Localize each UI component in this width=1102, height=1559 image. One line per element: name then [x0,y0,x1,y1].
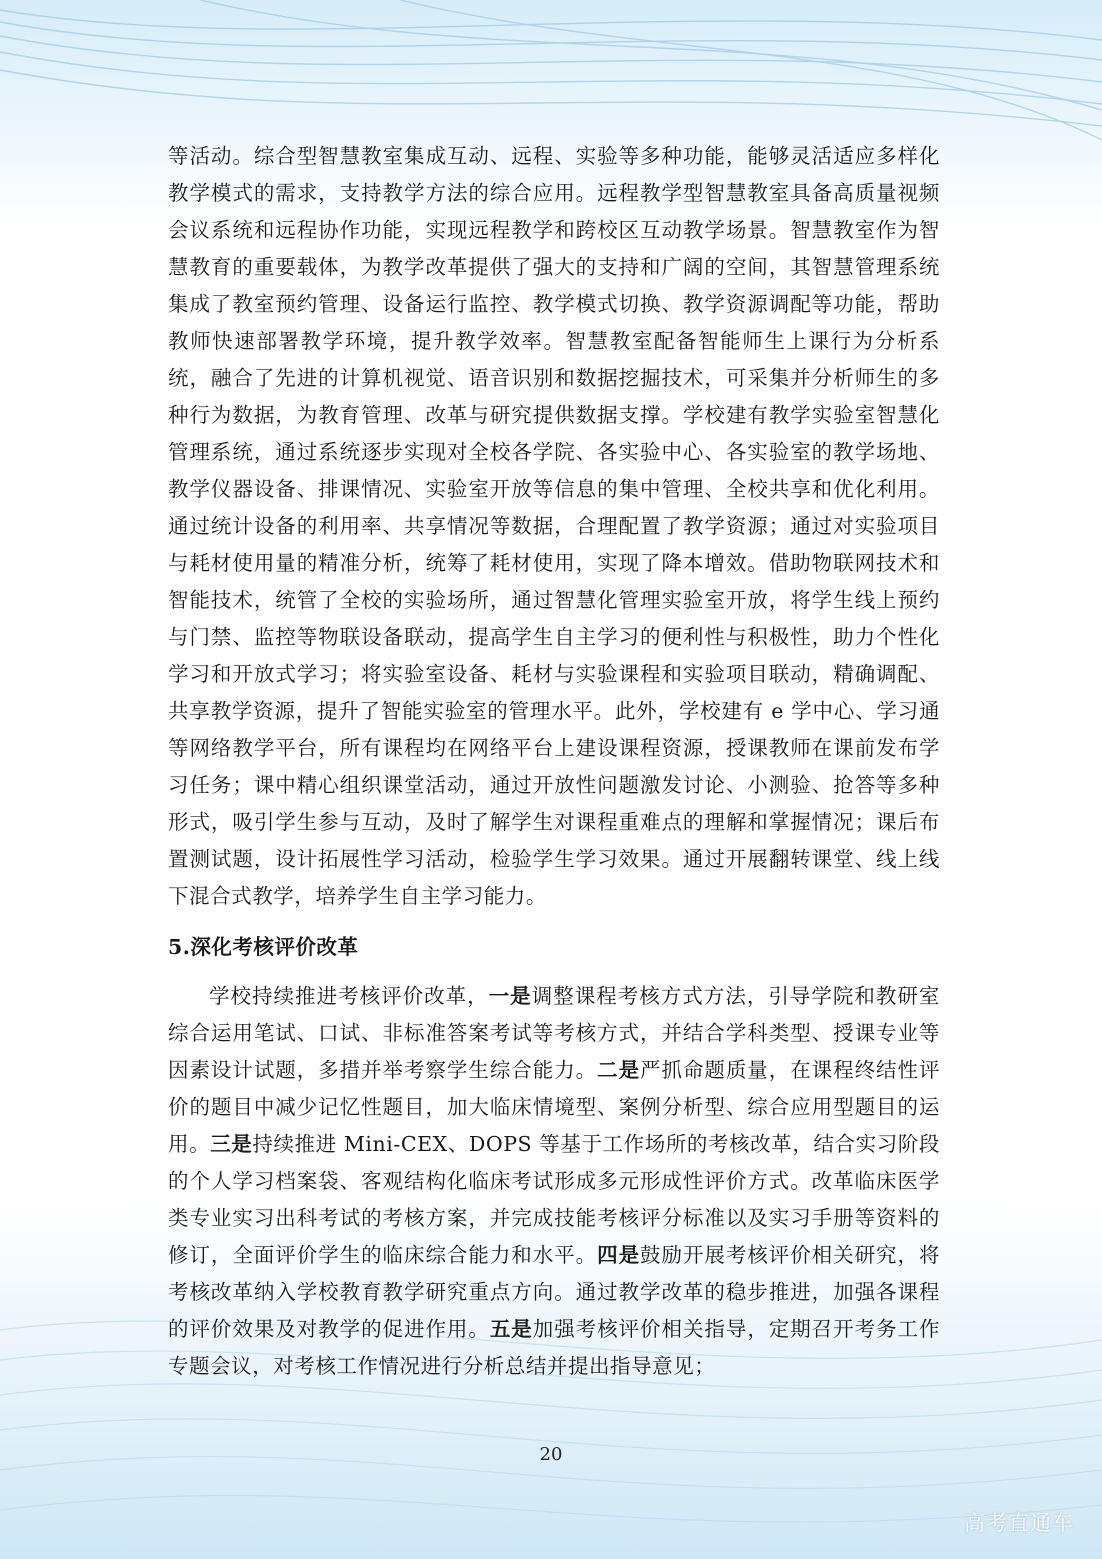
keyword-third: 三是 [210,1132,253,1156]
page-number: 20 [539,1444,563,1465]
paragraph-text: 调整课程考核方式方法，引导学院和教研室综合运用笔试、口试、非标准答案考试等考核方式，并结合学科类型、授课专业等因素设计试题，多措并举考察学生综合能力。 [168,984,940,1082]
watermark-text: 高考直通车 [964,1511,1074,1535]
page-body [168,138,940,1385]
paragraph-text: 严抓命题质量，在课程终结性评价的题目中减少记忆性题目，加大临床情境型、案例分析型、综合应用型题目的运用。 [168,1058,941,1156]
paragraph-text: 持续推进 Mini-CEX、DOPS 等基于工作场所的考核改革，结合实习阶段的个人学习档案袋、客观结构化临床考试形成多元形成性评价方式。改革临床医学类专业实习出科考试的考核方案，并完成技能考核评分标准以及实习手册等资料的修订，全面评价学生的临床综合能力和水平。 [168,1132,940,1267]
keyword-first: 一是 [488,984,532,1008]
body-paragraph-assessment-reform [168,978,940,1385]
paragraph-text: 学校持续推进考核评价改革， [209,984,489,1008]
section-heading [168,929,940,966]
section-title: 深化考核评价改革 [190,935,359,959]
keyword-second: 二是 [597,1058,641,1082]
paragraph-text: 鼓励开展考核评价相关研究，将考核改革纳入学校教育教学研究重点方向。通过教学改革的稳步推进，加强各课程的评价效果及对教学的促进作用。 [168,1243,941,1341]
keyword-fourth: 四是 [597,1243,641,1267]
section-number: 5. [168,935,191,959]
keyword-fifth: 五是 [489,1317,533,1341]
body-paragraph-continued: 等活动。综合型智慧教室集成互动、远程、实验等多种功能，能够灵活适应多样化教学模式的需求，支持教学方法的综合应用。远程教学型智慧教室具备高质量视频会议系统和远程协作功能，实现远程教学和跨校区互动教学场景。智慧教室作为智慧教育的重要载体，为教学改革提供了强大的支持和广阔的空间，其智慧管理系统集成了教室预约管理、设备运行监控、教学模式切换、教学资源调配等功能，帮助教师快速部署教学环境，提升教学效率。智慧教室配备智能师生上课行为分析系统，融合了先进的计算机视觉、语音识别和数据挖掘技术，可采集并分析师生的多种行为数据，为教育管理、改革与研究提供数据支撑。学校建有教学实验室智慧化管理系统，通过系统逐步实现对全校各学院、各实验中心、各实验室的教学场地、教学仪器设备、排课情况、实验室开放等信息的集中管理、全校共享和优化利用。通过统计设备的利用率、共享情况等数据，合理配置了教学资源；通过对实验项目与耗材使用量的精准分析，统筹了耗材使用，实现了降本增效。借助物联网技术和智能技术，统管了全校的实验场所，通过智慧化管理实验室开放，将学生线上预约与门禁、监控等物联设备联动，提高学生自主学习的便利性与积极性，助力个性化学习和开放式学习；将实验室设备、耗材与实验课程和实验项目联动，精确调配、共享教学资源，提升了智能实验室的管理水平。此外，学校建有 e 学中心、学习通等网络教学平台，所有课程均在网络平台上建设课程资源，授课教师在课前发布学习任务；课中精心组织课堂活动，通过开放性问题激发讨论、小测验、抢答等多种形式，吸引学生参与互动，及时了解学生对课程重难点的理解和掌握情况；课后布置测试题，设计拓展性学习活动，检验学生学习效果。通过开展翻转课堂、线上线下混合式教学，培养学生自主学习能力。 [168,144,940,908]
paragraph-text: 加强考核评价相关指导，定期召开考务工作专题会议，对考核工作情况进行分析总结并提出指导意见； [168,1317,941,1378]
